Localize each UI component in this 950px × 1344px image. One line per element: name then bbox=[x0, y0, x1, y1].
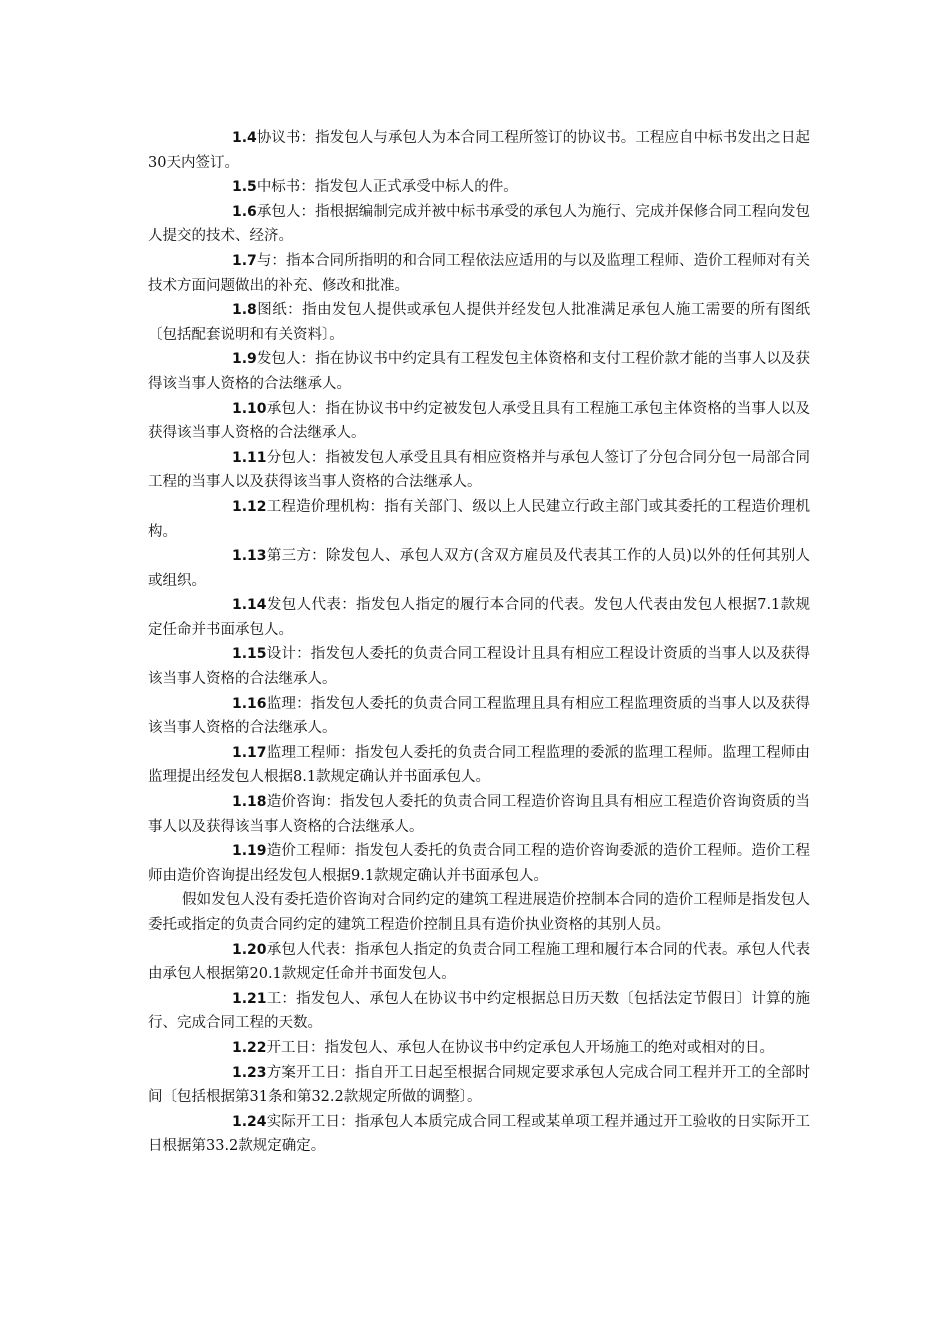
clause-1-22 bbox=[148, 1036, 810, 1061]
clause-text: 承包人：指根据编制完成并被中标书承受的承包人为施行、完成并保修合同工程向发包人提交的技术、经济。 bbox=[148, 203, 810, 245]
clause-number: 1.17 bbox=[232, 744, 267, 761]
clause-number: 1.14 bbox=[232, 597, 267, 614]
clause-1-18 bbox=[148, 790, 810, 839]
clause-1-15 bbox=[148, 642, 810, 691]
clause-text: 设计：指发包人委托的负责合同工程设计且具有相应工程设计资质的当事人以及获得该当事人资格的合法继承人。 bbox=[148, 646, 810, 688]
clause-1-19 bbox=[148, 839, 810, 888]
clause-number: 1.4 bbox=[232, 130, 257, 146]
clause-1-7 bbox=[148, 249, 810, 298]
clause-number: 1.19 bbox=[232, 843, 267, 860]
clause-1-14 bbox=[148, 593, 810, 642]
clause-text: 与：指本合同所指明的和合同工程依法应适用的与以及监理工程师、造价工程师对有关技术方面问题做出的补充、修改和批准。 bbox=[148, 252, 810, 294]
clause-number: 1.15 bbox=[232, 646, 267, 663]
clause-1-8 bbox=[148, 298, 810, 347]
clause-number: 1.13 bbox=[232, 548, 267, 565]
clause-1-20 bbox=[148, 938, 810, 987]
clause-number: 1.7 bbox=[232, 252, 257, 269]
clause-number: 1.12 bbox=[232, 498, 267, 515]
clause-text: 实际开工日：指承包人本质完成合同工程或某单项工程并通过开工验收的日实际开工日根据第33.2款规定确定。 bbox=[148, 1113, 810, 1155]
clause-number: 1.22 bbox=[232, 1039, 267, 1056]
clause-1-9 bbox=[148, 347, 810, 396]
clause-number: 1.8 bbox=[232, 302, 257, 319]
clause-text: 工：指发包人、承包人在协议书中约定根据总日历天数〔包括法定节假日〕计算的施行、完成合同工程的天数。 bbox=[148, 990, 810, 1032]
clause-text: 承包人代表：指承包人指定的负责合同工程施工理和履行本合同的代表。承包人代表由承包人根据第20.1款规定任命并书面发包人。 bbox=[148, 941, 810, 983]
clause-text: 发包人代表：指发包人指定的履行本合同的代表。发包人代表由发包人根据7.1款规定任命并书面承包人。 bbox=[148, 597, 810, 638]
clause-text: 分包人：指被发包人承受且具有相应资格并与承包人签订了分包合同分包一局部合同工程的当事人以及获得该当事人资格的合法继承人。 bbox=[148, 449, 810, 491]
clause-number: 1.10 bbox=[232, 400, 267, 417]
clause-1-5 bbox=[148, 175, 810, 200]
clause-1-4 bbox=[148, 126, 810, 175]
clause-text: 造价工程师：指发包人委托的负责合同工程的造价咨询委派的造价工程师。造价工程师由造价咨询提出经发包人根据9.1款规定确认并书面承包人。 bbox=[148, 843, 810, 884]
clause-text: 假如发包人没有委托造价咨询对合同约定的建筑工程进展造价控制本合同的造价工程师是指发包人委托或指定的负责合同约定的建筑工程造价控制且具有造价执业资格的其别人员。 bbox=[148, 892, 810, 933]
clause-text: 承包人：指在协议书中约定被发包人承受且具有工程施工承包主体资格的当事人以及获得该当事人资格的合法继承人。 bbox=[148, 400, 810, 442]
clause-number: 1.21 bbox=[232, 990, 267, 1007]
clause-1-16 bbox=[148, 692, 810, 741]
clause-number: 1.20 bbox=[232, 941, 267, 958]
clause-text: 图纸：指由发包人提供或承包人提供并经发包人批准满足承包人施工需要的所有图纸〔包括配套说明和有关资料〕。 bbox=[148, 302, 810, 343]
clause-text: 工程造价理机构：指有关部门、级以上人民建立行政主部门或其委托的工程造价理机构。 bbox=[148, 498, 810, 540]
clause-1-11 bbox=[148, 446, 810, 495]
clause-text: 监理：指发包人委托的负责合同工程监理且具有相应工程监理资质的当事人以及获得该当事人资格的合法继承人。 bbox=[148, 695, 810, 737]
clause-1-10 bbox=[148, 397, 810, 446]
clause-text: 监理工程师：指发包人委托的负责合同工程监理的委派的监理工程师。监理工程师由监理提出经发包人根据8.1款规定确认并书面承包人。 bbox=[148, 744, 810, 786]
clause-1-6 bbox=[148, 200, 810, 249]
clause-1-12 bbox=[148, 495, 810, 544]
clause-text: 开工日：指发包人、承包人在协议书中约定承包人开场施工的绝对或相对的日。 bbox=[266, 1039, 775, 1056]
clause-number: 1.16 bbox=[232, 695, 267, 712]
clause-1-19-note bbox=[148, 888, 810, 937]
clause-text: 第三方：除发包人、承包人双方(含双方雇员及代表其工作的人员)以外的任何其别人或组织。 bbox=[148, 548, 810, 589]
clause-text: 方案开工日：指自开工日起至根据合同规定要求承包人完成合同工程并开工的全部时间〔包括根据第31条和第32.2款规定所做的调整〕。 bbox=[148, 1064, 810, 1106]
clause-number: 1.6 bbox=[232, 203, 257, 220]
clause-text: 中标书：指发包人正式承受中标人的件。 bbox=[256, 179, 518, 196]
clause-text: 发包人：指在协议书中约定具有工程发包主体资格和支付工程价款才能的当事人以及获得该当事人资格的合法继承人。 bbox=[148, 351, 810, 392]
clause-number: 1.11 bbox=[232, 449, 267, 466]
clause-1-23 bbox=[148, 1061, 810, 1110]
clause-text: 造价咨询：指发包人委托的负责合同工程造价咨询且具有相应工程造价咨询资质的当事人以及获得该当事人资格的合法继承人。 bbox=[148, 794, 810, 835]
clause-1-21 bbox=[148, 987, 810, 1036]
clause-1-17 bbox=[148, 741, 810, 790]
clause-number: 1.18 bbox=[232, 794, 267, 811]
clause-number: 1.24 bbox=[232, 1113, 267, 1130]
clause-1-13 bbox=[148, 544, 810, 593]
clause-number: 1.9 bbox=[232, 351, 257, 368]
clause-number: 1.23 bbox=[232, 1064, 267, 1081]
clause-number: 1.5 bbox=[232, 179, 257, 196]
clause-text: 协议书：指发包人与承包人为本合同工程所签订的协议书。工程应自中标书发出之日起30天内签订。 bbox=[148, 130, 810, 171]
document-page bbox=[148, 126, 810, 1159]
clause-1-24 bbox=[148, 1110, 810, 1159]
